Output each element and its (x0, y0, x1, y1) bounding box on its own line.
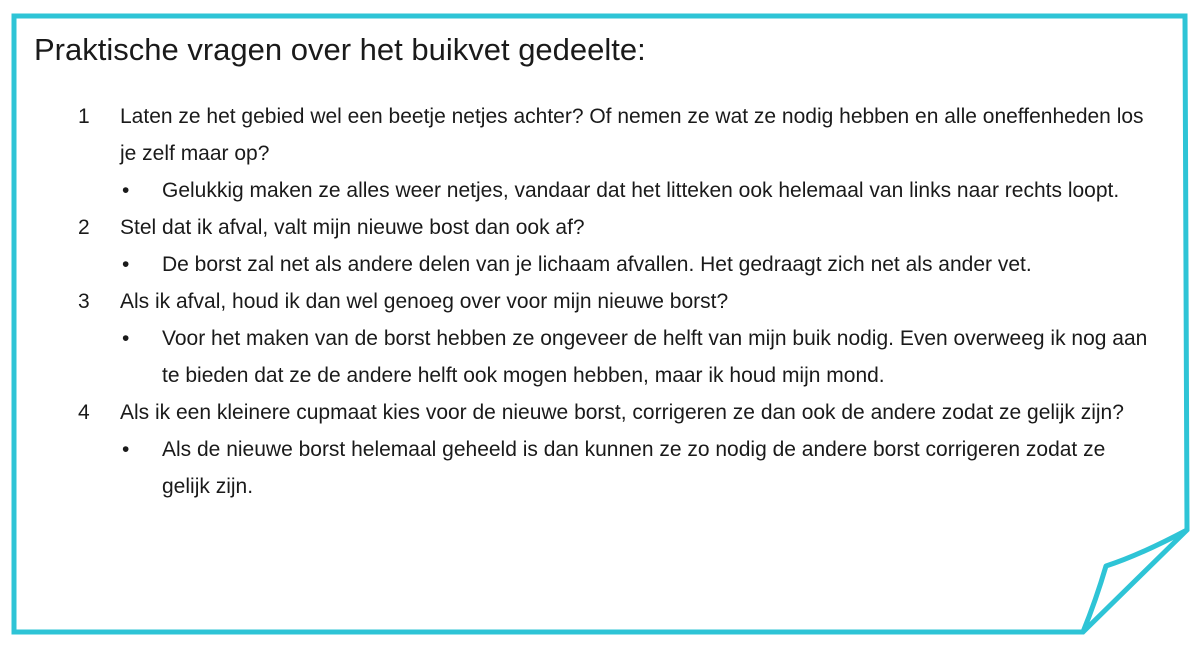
question-text: Als ik een kleinere cupmaat kies voor de nieuwe borst, corrigeren ze dan ook de andere zodat ze gelijk zijn? (120, 401, 1124, 424)
question-text: Stel dat ik afval, valt mijn nieuwe bost dan ook af? (120, 216, 585, 239)
document-content (34, 30, 1154, 505)
answer-item (120, 320, 1154, 394)
list-item (34, 283, 1154, 394)
list-item (34, 209, 1154, 283)
question-number: 4 (78, 401, 90, 424)
question-number: 1 (78, 105, 90, 128)
list-item (34, 394, 1154, 505)
bullet-icon: • (122, 327, 130, 350)
answer-item (120, 172, 1154, 209)
bullet-icon: • (122, 438, 130, 461)
answer-text: Voor het maken van de borst hebben ze ongeveer de helft van mijn buik nodig. Even overweeg ik nog aan te bieden dat ze de andere helft ook mogen hebben, maar ik houd mijn mond. (162, 327, 1148, 387)
page-title: Praktische vragen over het buikvet gedeelte: (34, 32, 646, 67)
answer-text: Gelukkig maken ze alles weer netjes, vandaar dat het litteken ook helemaal van links naar rechts loopt. (162, 179, 1120, 202)
question-text: Als ik afval, houd ik dan wel genoeg over voor mijn nieuwe borst? (120, 290, 729, 313)
answer-item (120, 246, 1154, 283)
answer-text: De borst zal net als andere delen van je lichaam afvallen. Het gedraagt zich net als ander vet. (162, 253, 1032, 276)
answer-text: Als de nieuwe borst helemaal geheeld is dan kunnen ze zo nodig de andere borst corrigeren zodat ze gelijk zijn. (162, 438, 1106, 498)
bullet-icon: • (122, 179, 130, 202)
list-item (34, 98, 1154, 209)
bullet-icon: • (122, 253, 130, 276)
answer-item (120, 431, 1154, 505)
question-text: Laten ze het gebied wel een beetje netjes achter? Of nemen ze wat ze nodig hebben en alle oneffenheden los je zelf maar op? (120, 105, 1144, 165)
question-number: 2 (78, 216, 90, 239)
question-number: 3 (78, 290, 90, 313)
question-list (34, 98, 1154, 505)
